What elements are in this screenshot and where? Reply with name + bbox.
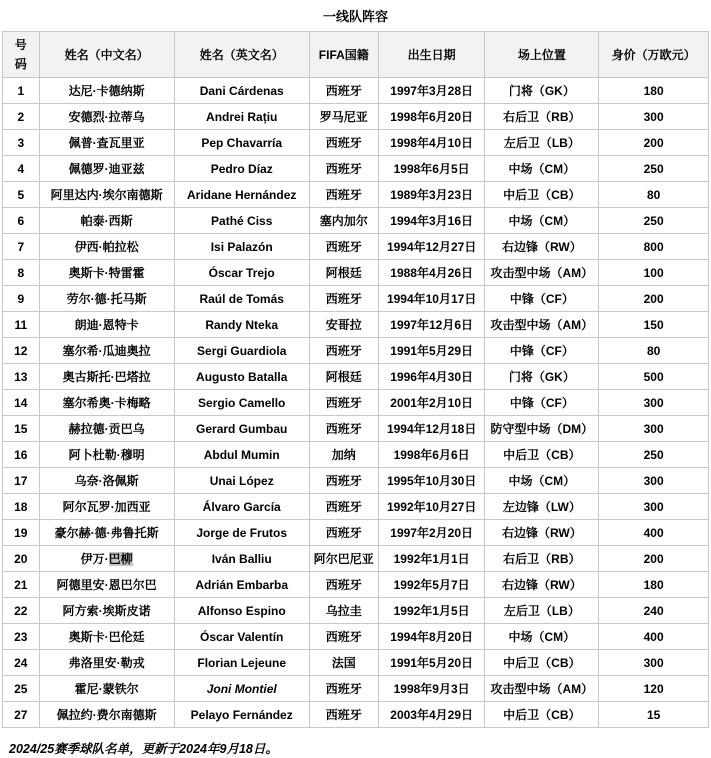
cell-market-value: 180 [599, 572, 709, 598]
cell-position: 中后卫（CB） [485, 650, 599, 676]
cell-nationality: 西班牙 [309, 390, 378, 416]
cell-name-zh: 奥斯卡·巴伦廷 [39, 624, 174, 650]
cell-name-zh: 阿里达内·埃尔南德斯 [39, 182, 174, 208]
cell-birthdate: 1994年3月16日 [378, 208, 485, 234]
cell-position: 右边锋（RW） [485, 234, 599, 260]
column-header-fifa-nationality: FIFA国籍 [309, 32, 378, 78]
cell-number: 4 [3, 156, 40, 182]
table-row [3, 364, 709, 390]
cell-nationality: 西班牙 [309, 338, 378, 364]
cell-birthdate: 1992年5月7日 [378, 572, 485, 598]
table-title: 一线队阵容 [322, 9, 388, 24]
cell-number: 3 [3, 130, 40, 156]
header-row [3, 32, 709, 78]
cell-name-zh: 伊万·巴柳 [39, 546, 174, 572]
column-header-birthdate: 出生日期 [378, 32, 485, 78]
cell-number: 16 [3, 442, 40, 468]
cell-market-value: 400 [599, 624, 709, 650]
cell-number: 9 [3, 286, 40, 312]
cell-name-zh: 弗洛里安·勒戎 [39, 650, 174, 676]
cell-birthdate: 1994年10月17日 [378, 286, 485, 312]
cell-market-value: 240 [599, 598, 709, 624]
cell-position: 中后卫（CB） [485, 702, 599, 728]
cell-number: 7 [3, 234, 40, 260]
cell-name-en: Unai López [174, 468, 309, 494]
table-row [3, 78, 709, 104]
cell-name-zh: 帕泰·西斯 [39, 208, 174, 234]
cell-birthdate: 1989年3月23日 [378, 182, 485, 208]
cell-number: 25 [3, 676, 40, 702]
cell-number: 19 [3, 520, 40, 546]
table-row [3, 312, 709, 338]
column-header-number [3, 32, 40, 78]
cell-number: 6 [3, 208, 40, 234]
cell-birthdate: 1992年10月27日 [378, 494, 485, 520]
cell-name-en: Randy Nteka [174, 312, 309, 338]
cell-market-value: 200 [599, 286, 709, 312]
cell-nationality: 阿尔巴尼亚 [309, 546, 378, 572]
cell-name-en: Andrei Rațiu [174, 104, 309, 130]
cell-name-en: Sergio Camello [174, 390, 309, 416]
squad-table [2, 31, 709, 728]
cell-number: 21 [3, 572, 40, 598]
cell-position: 中场（CM） [485, 624, 599, 650]
cell-name-zh: 塞尔希·瓜迪奥拉 [39, 338, 174, 364]
cell-nationality: 西班牙 [309, 130, 378, 156]
cell-number: 12 [3, 338, 40, 364]
table-row [3, 390, 709, 416]
cell-nationality: 塞内加尔 [309, 208, 378, 234]
cell-position: 右边锋（RW） [485, 520, 599, 546]
cell-nationality: 西班牙 [309, 78, 378, 104]
cell-number: 13 [3, 364, 40, 390]
cell-market-value: 300 [599, 416, 709, 442]
cell-nationality: 西班牙 [309, 234, 378, 260]
cell-birthdate: 1994年8月20日 [378, 624, 485, 650]
cell-nationality: 西班牙 [309, 416, 378, 442]
cell-position: 门将（GK） [485, 78, 599, 104]
cell-name-zh: 奥古斯托·巴塔拉 [39, 364, 174, 390]
table-row [3, 598, 709, 624]
cell-market-value: 250 [599, 156, 709, 182]
cell-birthdate: 1997年12月6日 [378, 312, 485, 338]
cell-position: 左后卫（LB） [485, 130, 599, 156]
table-row [3, 182, 709, 208]
cell-nationality: 西班牙 [309, 468, 378, 494]
cell-birthdate: 1998年6月6日 [378, 442, 485, 468]
cell-name-zh: 劳尔·德·托马斯 [39, 286, 174, 312]
cell-number: 22 [3, 598, 40, 624]
cell-number: 23 [3, 624, 40, 650]
cell-name-zh: 阿德里安·恩巴尔巴 [39, 572, 174, 598]
cell-birthdate: 1994年12月18日 [378, 416, 485, 442]
cell-position: 中后卫（CB） [485, 442, 599, 468]
cell-birthdate: 1988年4月26日 [378, 260, 485, 286]
cell-market-value: 300 [599, 390, 709, 416]
cell-birthdate: 1995年10月30日 [378, 468, 485, 494]
cell-nationality: 西班牙 [309, 702, 378, 728]
table-row [3, 442, 709, 468]
cell-market-value: 150 [599, 312, 709, 338]
cell-birthdate: 2003年4月29日 [378, 702, 485, 728]
cell-position: 中锋（CF） [485, 390, 599, 416]
cell-market-value: 80 [599, 182, 709, 208]
table-row [3, 286, 709, 312]
cell-number: 24 [3, 650, 40, 676]
column-header-name-en: 姓名（英文名） [174, 32, 309, 78]
cell-market-value: 15 [599, 702, 709, 728]
cell-market-value: 100 [599, 260, 709, 286]
cell-name-en: Dani Cárdenas [174, 78, 309, 104]
cell-position: 攻击型中场（AM） [485, 260, 599, 286]
cell-market-value: 80 [599, 338, 709, 364]
cell-nationality: 西班牙 [309, 286, 378, 312]
cell-number: 18 [3, 494, 40, 520]
cell-market-value: 300 [599, 468, 709, 494]
cell-name-zh: 霍尼·蒙铁尔 [39, 676, 174, 702]
footnote: 2024/25赛季球队名单，更新于2024年9月18日。 [9, 742, 278, 756]
cell-birthdate: 1997年3月28日 [378, 78, 485, 104]
cell-birthdate: 1998年4月10日 [378, 130, 485, 156]
cell-nationality: 阿根廷 [309, 260, 378, 286]
cell-nationality: 安哥拉 [309, 312, 378, 338]
cell-number: 27 [3, 702, 40, 728]
table-row [3, 234, 709, 260]
cell-position: 左后卫（LB） [485, 598, 599, 624]
cell-number: 1 [3, 78, 40, 104]
cell-birthdate: 1998年9月3日 [378, 676, 485, 702]
cell-nationality: 法国 [309, 650, 378, 676]
selected-text: 巴柳 [108, 552, 133, 566]
cell-name-en: Aridane Hernández [174, 182, 309, 208]
cell-name-zh: 阿卜杜勒·穆明 [39, 442, 174, 468]
cell-name-en: Pep Chavarría [174, 130, 309, 156]
table-row [3, 468, 709, 494]
table-row [3, 338, 709, 364]
cell-position: 中锋（CF） [485, 286, 599, 312]
cell-position: 中锋（CF） [485, 338, 599, 364]
table-row [3, 156, 709, 182]
cell-name-zh: 阿尔瓦罗·加西亚 [39, 494, 174, 520]
cell-position: 门将（GK） [485, 364, 599, 390]
cell-nationality: 西班牙 [309, 676, 378, 702]
cell-market-value: 300 [599, 494, 709, 520]
cell-market-value: 250 [599, 208, 709, 234]
cell-name-zh: 达尼·卡德纳斯 [39, 78, 174, 104]
cell-name-en: Joni Montiel [174, 676, 309, 702]
table-row [3, 208, 709, 234]
cell-name-en: Óscar Valentín [174, 624, 309, 650]
cell-name-zh: 奥斯卡·特雷霍 [39, 260, 174, 286]
cell-name-zh: 佩普·查瓦里亚 [39, 130, 174, 156]
cell-birthdate: 1991年5月29日 [378, 338, 485, 364]
cell-nationality: 加纳 [309, 442, 378, 468]
cell-name-en: Pelayo Fernández [174, 702, 309, 728]
cell-name-en: Gerard Gumbau [174, 416, 309, 442]
cell-market-value: 200 [599, 546, 709, 572]
cell-nationality: 西班牙 [309, 572, 378, 598]
cell-name-zh: 阿方索·埃斯皮诺 [39, 598, 174, 624]
cell-market-value: 400 [599, 520, 709, 546]
cell-birthdate: 2001年2月10日 [378, 390, 485, 416]
cell-position: 中后卫（CB） [485, 182, 599, 208]
cell-market-value: 300 [599, 104, 709, 130]
cell-name-en: Álvaro García [174, 494, 309, 520]
cell-birthdate: 1992年1月1日 [378, 546, 485, 572]
table-row [3, 572, 709, 598]
cell-number: 17 [3, 468, 40, 494]
cell-name-en: Raúl de Tomás [174, 286, 309, 312]
table-row [3, 650, 709, 676]
cell-name-zh: 塞尔希奥·卡梅略 [39, 390, 174, 416]
cell-market-value: 250 [599, 442, 709, 468]
cell-market-value: 300 [599, 650, 709, 676]
cell-name-zh: 朗迪·恩特卡 [39, 312, 174, 338]
table-row [3, 520, 709, 546]
cell-market-value: 800 [599, 234, 709, 260]
cell-nationality: 西班牙 [309, 156, 378, 182]
column-header-market-value: 身价（万欧元） [599, 32, 709, 78]
cell-position: 右边锋（RW） [485, 572, 599, 598]
cell-birthdate: 1998年6月20日 [378, 104, 485, 130]
cell-name-en: Iván Balliu [174, 546, 309, 572]
table-row [3, 546, 709, 572]
cell-number: 8 [3, 260, 40, 286]
cell-position: 攻击型中场（AM） [485, 312, 599, 338]
cell-number: 20 [3, 546, 40, 572]
cell-name-en: Pathé Ciss [174, 208, 309, 234]
cell-name-en: Florian Lejeune [174, 650, 309, 676]
cell-name-zh: 佩德罗·迪亚兹 [39, 156, 174, 182]
cell-position: 中场（CM） [485, 468, 599, 494]
table-row [3, 494, 709, 520]
cell-number: 2 [3, 104, 40, 130]
column-header-position: 场上位置 [485, 32, 599, 78]
table-row [3, 624, 709, 650]
cell-name-en: Pedro Díaz [174, 156, 309, 182]
cell-nationality: 西班牙 [309, 624, 378, 650]
table-row [3, 130, 709, 156]
cell-birthdate: 1996年4月30日 [378, 364, 485, 390]
table-row [3, 104, 709, 130]
column-header-number-label: 号码 [14, 37, 27, 71]
cell-number: 15 [3, 416, 40, 442]
cell-position: 中场（CM） [485, 156, 599, 182]
cell-name-zh: 乌奈·洛佩斯 [39, 468, 174, 494]
cell-name-en: Óscar Trejo [174, 260, 309, 286]
cell-birthdate: 1998年6月5日 [378, 156, 485, 182]
cell-nationality: 西班牙 [309, 494, 378, 520]
cell-number: 5 [3, 182, 40, 208]
cell-name-en: Sergi Guardiola [174, 338, 309, 364]
cell-number: 11 [3, 312, 40, 338]
cell-nationality: 罗马尼亚 [309, 104, 378, 130]
cell-position: 中场（CM） [485, 208, 599, 234]
cell-nationality: 乌拉圭 [309, 598, 378, 624]
cell-name-zh: 豪尔赫·德·弗鲁托斯 [39, 520, 174, 546]
cell-name-zh: 伊西·帕拉松 [39, 234, 174, 260]
cell-position: 右后卫（RB） [485, 546, 599, 572]
cell-position: 右后卫（RB） [485, 104, 599, 130]
cell-market-value: 200 [599, 130, 709, 156]
table-row [3, 260, 709, 286]
cell-name-en: Isi Palazón [174, 234, 309, 260]
cell-position: 左边锋（LW） [485, 494, 599, 520]
cell-name-en: Augusto Batalla [174, 364, 309, 390]
cell-market-value: 120 [599, 676, 709, 702]
table-row [3, 676, 709, 702]
cell-position: 防守型中场（DM） [485, 416, 599, 442]
cell-name-en: Adrián Embarba [174, 572, 309, 598]
cell-number: 14 [3, 390, 40, 416]
cell-name-zh: 赫拉德·贡巴乌 [39, 416, 174, 442]
cell-market-value: 180 [599, 78, 709, 104]
cell-birthdate: 1992年1月5日 [378, 598, 485, 624]
cell-position: 攻击型中场（AM） [485, 676, 599, 702]
cell-name-en: Alfonso Espino [174, 598, 309, 624]
cell-nationality: 阿根廷 [309, 364, 378, 390]
table-row [3, 416, 709, 442]
cell-nationality: 西班牙 [309, 182, 378, 208]
cell-market-value: 500 [599, 364, 709, 390]
cell-name-en: Abdul Mumin [174, 442, 309, 468]
cell-nationality: 西班牙 [309, 520, 378, 546]
cell-birthdate: 1997年2月20日 [378, 520, 485, 546]
cell-birthdate: 1991年5月20日 [378, 650, 485, 676]
cell-birthdate: 1994年12月27日 [378, 234, 485, 260]
cell-name-zh: 安德烈·拉蒂乌 [39, 104, 174, 130]
table-row [3, 702, 709, 728]
cell-name-zh: 佩拉约·费尔南德斯 [39, 702, 174, 728]
column-header-name-zh: 姓名（中文名） [39, 32, 174, 78]
cell-name-en: Jorge de Frutos [174, 520, 309, 546]
